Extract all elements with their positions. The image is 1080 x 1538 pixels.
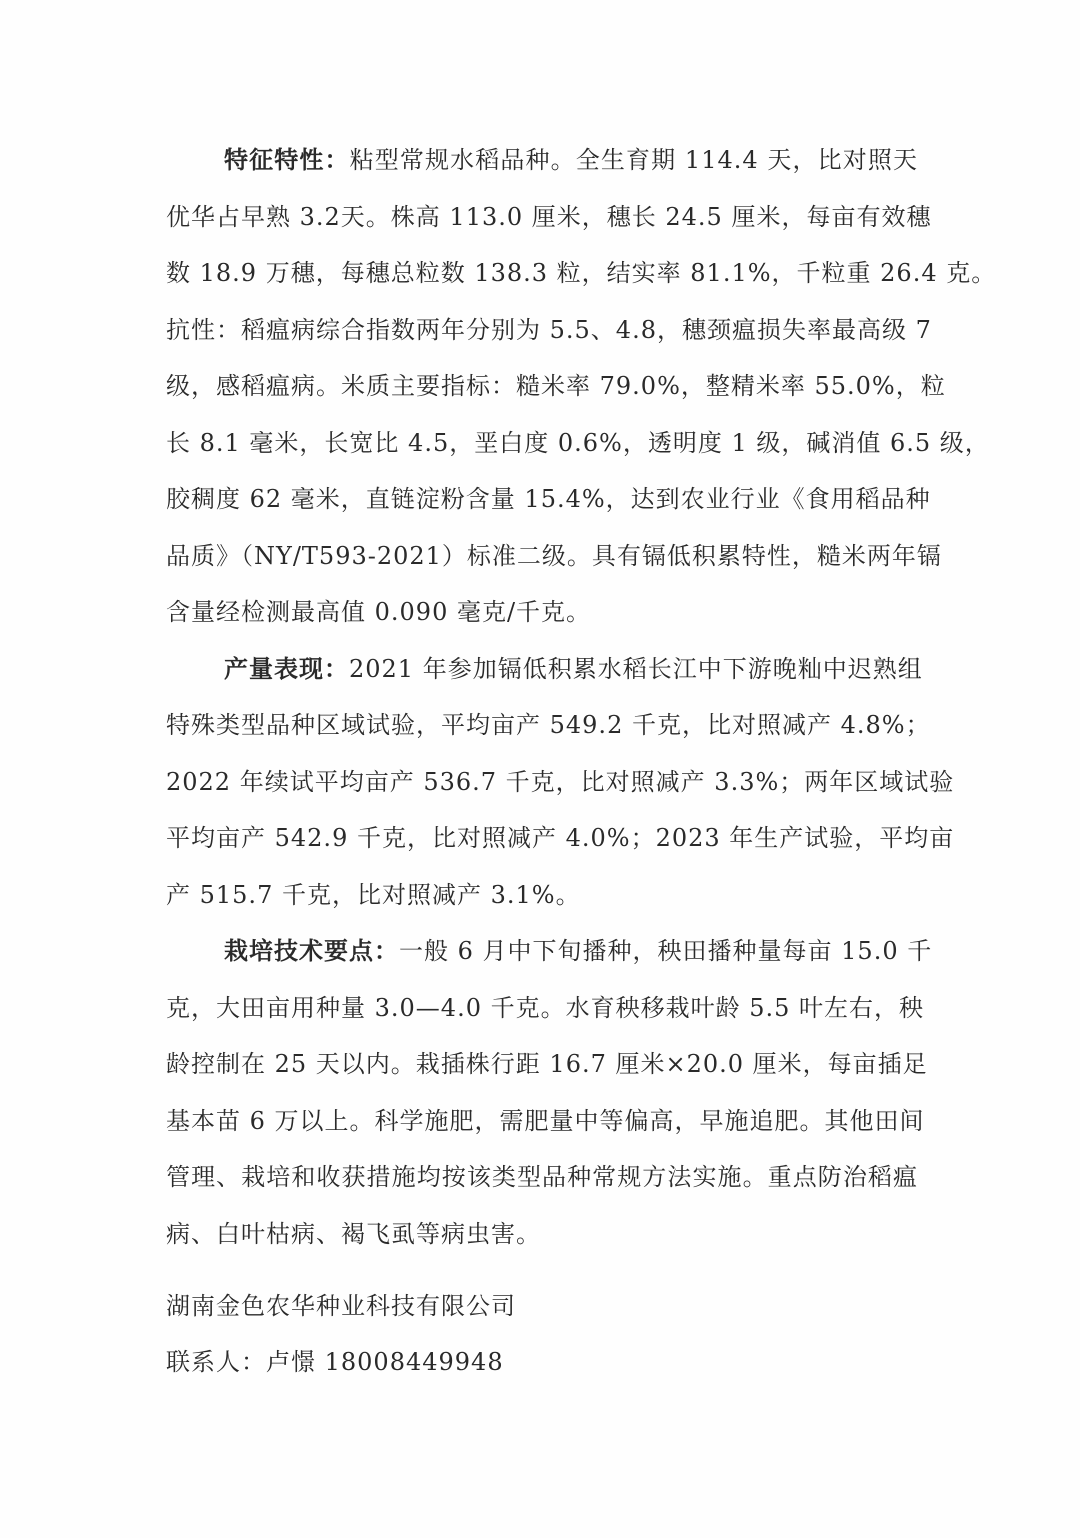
- text-line: 产量表现：2021 年参加镉低积累水稻长江中下游晚籼中迟熟组: [224, 654, 923, 683]
- section-yield: [166, 641, 955, 924]
- text-line: 基本苗 6 万以上。科学施肥，需肥量中等偏高，早施追肥。其他田间: [166, 1106, 925, 1135]
- text-line: 2022 年续试平均亩产 536.7 千克，比对照减产 3.3%；两年区域试验: [166, 767, 955, 796]
- text-line: 栽培技术要点：一般 6 月中下旬播种，秧田播种量每亩 15.0 千: [224, 937, 933, 965]
- text-line: 管理、栽培和收获措施均按该类型品种常规方法实施。重点防治稻瘟: [166, 1163, 918, 1191]
- text-line: 特征特性：粘型常规水稻品种。全生育期 114.4 天，比对照天: [224, 146, 918, 174]
- text-line: 产 515.7 千克，比对照减产 3.1%。: [166, 880, 581, 909]
- section-heading: 特征特性：: [224, 146, 350, 174]
- contact-info: 联系人：卢憬 18008449948: [166, 1348, 504, 1376]
- text-line: 龄控制在 25 天以内。栽插株行距 16.7 厘米×20.0 厘米，每亩插足: [166, 1050, 928, 1078]
- text-line: 特殊类型品种区域试验，平均亩产 549.2 千克，比对照减产 4.8%；: [166, 711, 931, 739]
- section-cultivation: [166, 923, 933, 1262]
- text-line: 克，大田亩用种量 3.0—4.0 千克。水育秧移栽叶龄 5.5 叶左右，秧: [166, 993, 925, 1022]
- text-line: 长 8.1 毫米，长宽比 4.5，垩白度 0.6%，透明度 1 级，碱消值 6.5 级，: [166, 428, 990, 457]
- document-body: [166, 132, 997, 1262]
- text-line: 品质》（NY/T593-2021）标准二级。具有镉低积累特性，糙米两年镉: [166, 541, 942, 570]
- text-line: 病、白叶枯病、褐飞虱等病虫害。: [166, 1219, 541, 1248]
- section-characteristics: [166, 132, 997, 641]
- text-line: 抗性：稻瘟病综合指数两年分别为 5.5、4.8，穗颈瘟损失率最高级 7: [166, 315, 932, 344]
- text-line: 优华占早熟 3.2天。株高 113.0 厘米，穗长 24.5 厘米，每亩有效穗: [166, 202, 932, 231]
- section-heading: 产量表现：: [224, 654, 349, 683]
- section-heading: 栽培技术要点：: [224, 937, 399, 965]
- text-line: 含量经检测最高值 0.090 毫克/千克。: [166, 598, 592, 626]
- text-line: 胶稠度 62 毫米，直链淀粉含量 15.4%，达到农业行业《食用稻品种: [166, 485, 931, 513]
- text-line: 级，感稻瘟病。米质主要指标：糙米率 79.0%，整精米率 55.0%，粒: [166, 372, 946, 400]
- text-line: 平均亩产 542.9 千克，比对照减产 4.0%；2023 年生产试验，平均亩: [166, 824, 955, 852]
- company-name: 湖南金色农华种业科技有限公司: [166, 1292, 516, 1320]
- text-line: 数 18.9 万穗，每穗总粒数 138.3 粒，结实率 81.1%，千粒重 26.4 克。: [166, 259, 997, 287]
